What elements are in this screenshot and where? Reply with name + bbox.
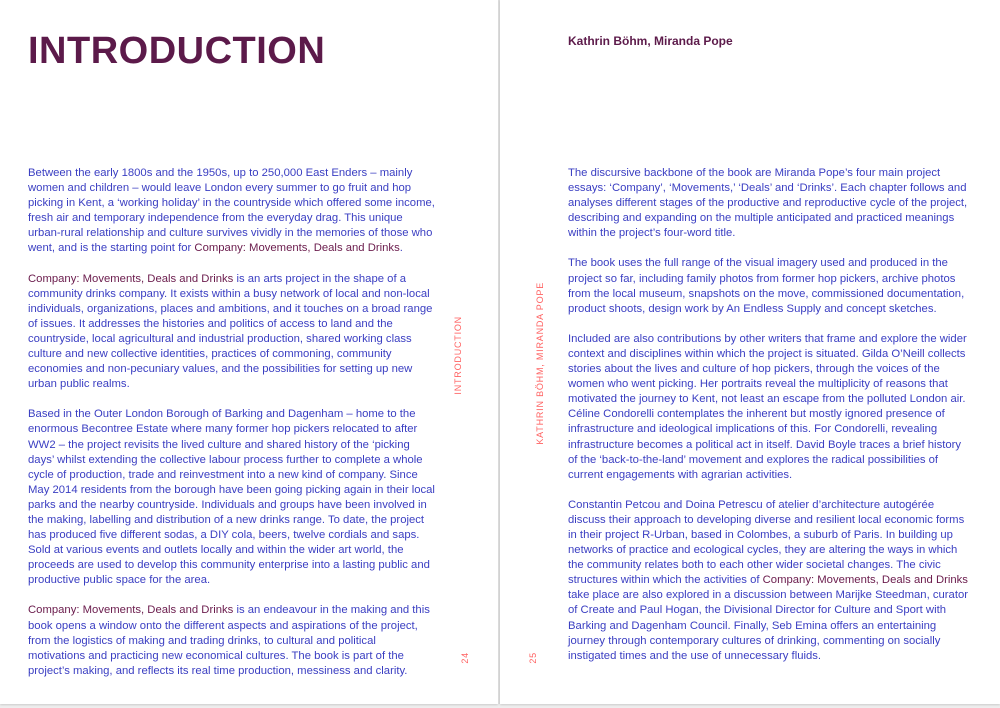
paragraph-text: take place are also explored in a discussion between Marijke Steedman, curator of Create and Paul Hogan, the Divisional Director for Culture and Sport with Barking and Dagenham Council. Finally, Seb Emina offers an entertaining journey through contemporary cultures of drinking, commenting on socially instigated times and the use of unnecessary fluids. [568, 589, 969, 662]
project-title-highlight: Company: Movements, Deals and Drinks [28, 604, 234, 617]
paragraph-text: Based in the Outer London Borough of Barking and Dagenham – home to the enormous Becontree Estate where many former hop pickers relocated to after WW2 – the project revisits the lived culture and shared history of the ‘picking days’ whilst extending the collective labour process further to complete a whole cycle of production, trade and reinvestment into a new kind of company. Since May 2014 residents from the borough have been going picking again in their local parks and the nearby countryside. Individuals and groups have been involved in the making, labelling and distribution of a new drinks range. To date, the project has produced five different sodas, a DIY cola, beers, twelve cordials and saps. Sold at various events and outlets locally and within the wider art world, the proceeds are used to develop this community enterprise into a lasting public and productive public space for the area. [28, 408, 435, 587]
right-body-column [568, 166, 970, 679]
running-head-right: KATHRIN BÖHM, MIRANDA POPE [535, 282, 545, 445]
paragraph-text: . [399, 242, 403, 255]
left-page [0, 0, 498, 704]
paragraph-text: Included are also contributions by other writers that frame and explore the wider context and disciplines within which the project is situated. Gilda O’Neill collects stories about the lives and culture of hop pickers, through the voices of the women who went picking. Her portraits reveal the multiplicity of reasons that motivated the journey to Kent, not least an escape from the polluted London air. Céline Condorelli contemplates the inherent but mostly ignored presence of infrastructure and ideological implications of this. For Condorelli, revealing infrastructure becomes a political act in itself. David Boyle traces a brief history of the ‘back-to-the-land’ movement and explores the radical possibilities of current engagements with agrarian activities. [568, 332, 967, 481]
page-number-left: 24 [460, 652, 470, 664]
left-body-column [28, 166, 436, 694]
paragraph-text: The book uses the full range of the visual imagery used and produced in the project so far, including family photos from former hop pickers, archive photos from the local museum, snapshots on the move, commissioned documentation, product shoots, design work by An Endless Supply and concept sketches. [568, 257, 965, 315]
body-paragraph [28, 272, 436, 393]
project-title-highlight: Company: Movements, Deals and Drinks [28, 272, 234, 285]
body-paragraph [28, 407, 436, 588]
paragraph-text: The discursive backbone of the book are Miranda Pope’s four main project essays: ‘Company’, ‘Movements,’ ‘Deals’ and ‘Drinks’. Each chapter follows and analyses different stages of the productive and reproductive cycle of the project, describing and expanding on the multiple anticipated and practiced meanings within the project’s four-word title. [568, 167, 968, 240]
body-paragraph [568, 256, 970, 316]
paragraph-text: Between the early 1800s and the 1950s, up to 250,000 East Enders – mainly women and children – would leave London every summer to go fruit and hop picking in Kent, a ‘working holiday’ in the countryside which offered some income, fresh air and temporary independence from the everyday drag. This unique urban-rural relationship and culture survives vividly in the memories of those who went, and is the starting point for [28, 167, 435, 255]
right-page [500, 0, 1000, 704]
body-paragraph [568, 498, 970, 664]
body-paragraph [28, 166, 436, 257]
paragraph-text: is an arts project in the shape of a community drinks company. It exists within a busy network of local and non-local individuals, organizations, places and ambitions, and it touches on a broad range of issues. It addresses the histories and politics of access to land and the countryside, local agricultural and industrial production, shared working class culture and new collective identities, practices of commoning, community economies and non-pecuniary values, and the possibilities for setting up new urban public realms. [28, 272, 433, 391]
page-title: INTRODUCTION [28, 30, 326, 72]
body-paragraph [28, 603, 436, 678]
body-paragraph [568, 166, 970, 241]
running-head-left: INTRODUCTION [453, 316, 463, 395]
project-title-highlight: Company: Movements, Deals and Drinks [194, 242, 400, 255]
author-names: Kathrin Böhm, Miranda Pope [568, 34, 733, 48]
body-paragraph [568, 332, 970, 483]
paragraph-text: Constantin Petcou and Doina Petrescu of atelier d’architecture autogérée discuss their approach to developing diverse and resilient local economic forms in their project R-Urban, based in Colombes, a suburb of Paris. In building up networks of practice and ecological cycles, they are altering the ways in which the community relates both to each other wider societal changes. The civic structures within which the activities of [568, 498, 965, 587]
paragraph-text: is an endeavour in the making and this book opens a window onto the different aspects and aspirations of the project, from the logistics of making and trading drinks, to cultural and political motivations and practicing new economical cultures. The book is part of the project’s making, and reflects its real time production, messiness and clarity. [28, 604, 430, 677]
project-title-highlight: Company: Movements, Deals and Drinks [762, 574, 968, 587]
page-number-right: 25 [528, 652, 538, 664]
